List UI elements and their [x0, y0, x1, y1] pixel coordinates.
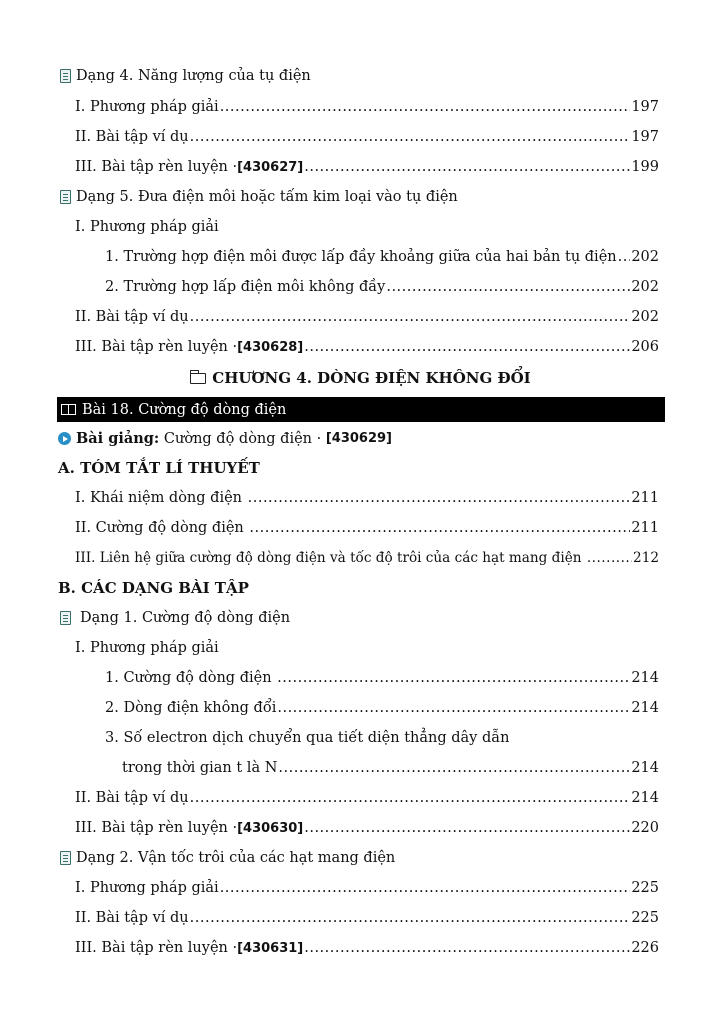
leader-dots — [277, 700, 630, 716]
dang2-title: Dạng 2. Vận tốc trôi của các hạt mang điện — [76, 850, 396, 866]
exercise-code: [430631] — [237, 941, 304, 956]
toc-entry[interactable]: 2. Dòng điện không đổi ..... 214 — [105, 700, 659, 716]
toc-entry[interactable]: III. Bài tập rèn luyện · [430628] ..... 206 — [75, 339, 659, 355]
page-number: 214 — [631, 670, 659, 686]
page-number: 202 — [631, 249, 659, 265]
toc-entry[interactable]: I. Phương pháp giải ..... 197 — [75, 99, 659, 115]
leader-dots — [248, 490, 631, 506]
lesson-title: Bài 18. Cường độ dòng điện — [82, 401, 287, 418]
document-icon — [60, 190, 71, 204]
lecture-link[interactable] — [58, 430, 392, 447]
leader-dots — [278, 760, 630, 776]
leader-dots — [304, 820, 630, 836]
toc-entry[interactable]: I. Khái niệm dòng điện ..... 211 — [75, 490, 659, 506]
document-icon — [60, 69, 71, 83]
toc-entry[interactable]: III. Bài tập rèn luyện · [430630] ..... 220 — [75, 820, 659, 836]
page-number: 211 — [631, 520, 659, 536]
lesson-bar[interactable] — [57, 397, 665, 422]
toc-entry[interactable]: 3. Số electron dịch chuyển qua tiết diện thẳng dây dẫn — [105, 730, 510, 746]
toc-entry[interactable]: II. Cường độ dòng điện ..... 211 — [75, 520, 659, 536]
folder-icon — [190, 373, 206, 384]
lecture-text: Cường độ dòng điện · — [159, 430, 326, 447]
lecture-label: Bài giảng: — [76, 430, 160, 447]
leader-dots — [190, 129, 631, 145]
page-number: 211 — [631, 490, 659, 506]
book-icon — [61, 404, 76, 415]
chapter-heading[interactable] — [0, 369, 721, 387]
document-icon — [60, 851, 71, 865]
exercise-code: [430627] — [237, 160, 304, 175]
leader-dots — [190, 910, 631, 926]
toc-entry[interactable]: II. Bài tập ví dụ ..... 197 — [75, 129, 659, 145]
page-number: 225 — [631, 910, 659, 926]
part-b-heading: B. CÁC DẠNG BÀI TẬP — [58, 579, 249, 597]
page-number: 202 — [631, 279, 659, 295]
chapter-title: CHƯƠNG 4. DÒNG ĐIỆN KHÔNG ĐỔI — [212, 369, 531, 387]
leader-dots — [220, 99, 631, 115]
leader-dots — [304, 339, 630, 355]
toc-entry[interactable]: 2. Trường hợp lấp điện môi không đầy ..... 202 — [105, 279, 659, 295]
leader-dots — [304, 940, 630, 956]
dang5-title: Dạng 5. Đưa điện môi hoặc tấm kim loại vào tụ điện — [76, 189, 458, 205]
leader-dots — [190, 309, 631, 325]
lecture-code: [430629] — [325, 431, 392, 446]
toc-entry[interactable]: II. Bài tập ví dụ ..... 225 — [75, 910, 659, 926]
page-number: 225 — [631, 880, 659, 896]
leader-dots — [618, 249, 631, 265]
toc-heading-dang4[interactable] — [60, 68, 311, 84]
leader-dots — [304, 159, 630, 175]
page-number: 197 — [631, 99, 659, 115]
leader-dots — [220, 880, 631, 896]
page-number: 199 — [631, 159, 659, 175]
dang4-title: Dạng 4. Năng lượng của tụ điện — [76, 68, 311, 84]
toc-entry[interactable]: 1. Cường độ dòng điện ..... 214 — [105, 670, 659, 686]
toc-entry[interactable]: III. Bài tập rèn luyện · [430627] ..... 199 — [75, 159, 659, 175]
page-number: 206 — [631, 339, 659, 355]
toc-entry[interactable]: II. Bài tập ví dụ ..... 202 — [75, 309, 659, 325]
toc-heading-dang1[interactable] — [60, 610, 290, 626]
toc-entry[interactable]: III. Bài tập rèn luyện · [430631] ..... 226 — [75, 940, 659, 956]
toc-entry[interactable]: III. Liên hệ giữa cường độ dòng điện và tốc độ trôi của các hạt mang điện ..... 212 — [75, 550, 659, 566]
dang1-title: Dạng 1. Cường độ dòng điện — [80, 610, 291, 626]
exercise-code: [430630] — [237, 821, 304, 836]
leader-dots — [386, 279, 630, 295]
toc-entry[interactable]: I. Phương pháp giải — [75, 640, 219, 656]
leader-dots — [249, 520, 630, 536]
page-number: 197 — [631, 129, 659, 145]
leader-dots — [277, 670, 630, 686]
play-icon — [58, 432, 71, 445]
toc-entry[interactable]: 1. Trường hợp điện môi được lấp đầy khoảng giữa của hai bản tụ điện ..... 202 — [105, 249, 659, 265]
leader-dots — [587, 550, 632, 566]
page-number: 220 — [631, 820, 659, 836]
toc-entry[interactable]: trong thời gian t là N ..... 214 — [122, 760, 659, 776]
toc-entry[interactable]: I. Phương pháp giải ..... 225 — [75, 880, 659, 896]
page-number: 226 — [631, 940, 659, 956]
toc-heading-dang5[interactable] — [60, 189, 458, 205]
toc-entry[interactable]: II. Bài tập ví dụ ..... 214 — [75, 790, 659, 806]
page-number: 214 — [631, 790, 659, 806]
page-number: 214 — [631, 760, 659, 776]
toc-heading-dang2[interactable] — [60, 850, 395, 866]
page-number: 202 — [631, 309, 659, 325]
page-number: 214 — [631, 700, 659, 716]
part-a-heading: A. TÓM TẮT LÍ THUYẾT — [58, 459, 260, 477]
leader-dots — [190, 790, 631, 806]
exercise-code: [430628] — [237, 340, 304, 355]
document-icon — [60, 611, 71, 625]
page-number: 212 — [633, 550, 659, 566]
toc-entry[interactable]: I. Phương pháp giải — [75, 219, 219, 235]
